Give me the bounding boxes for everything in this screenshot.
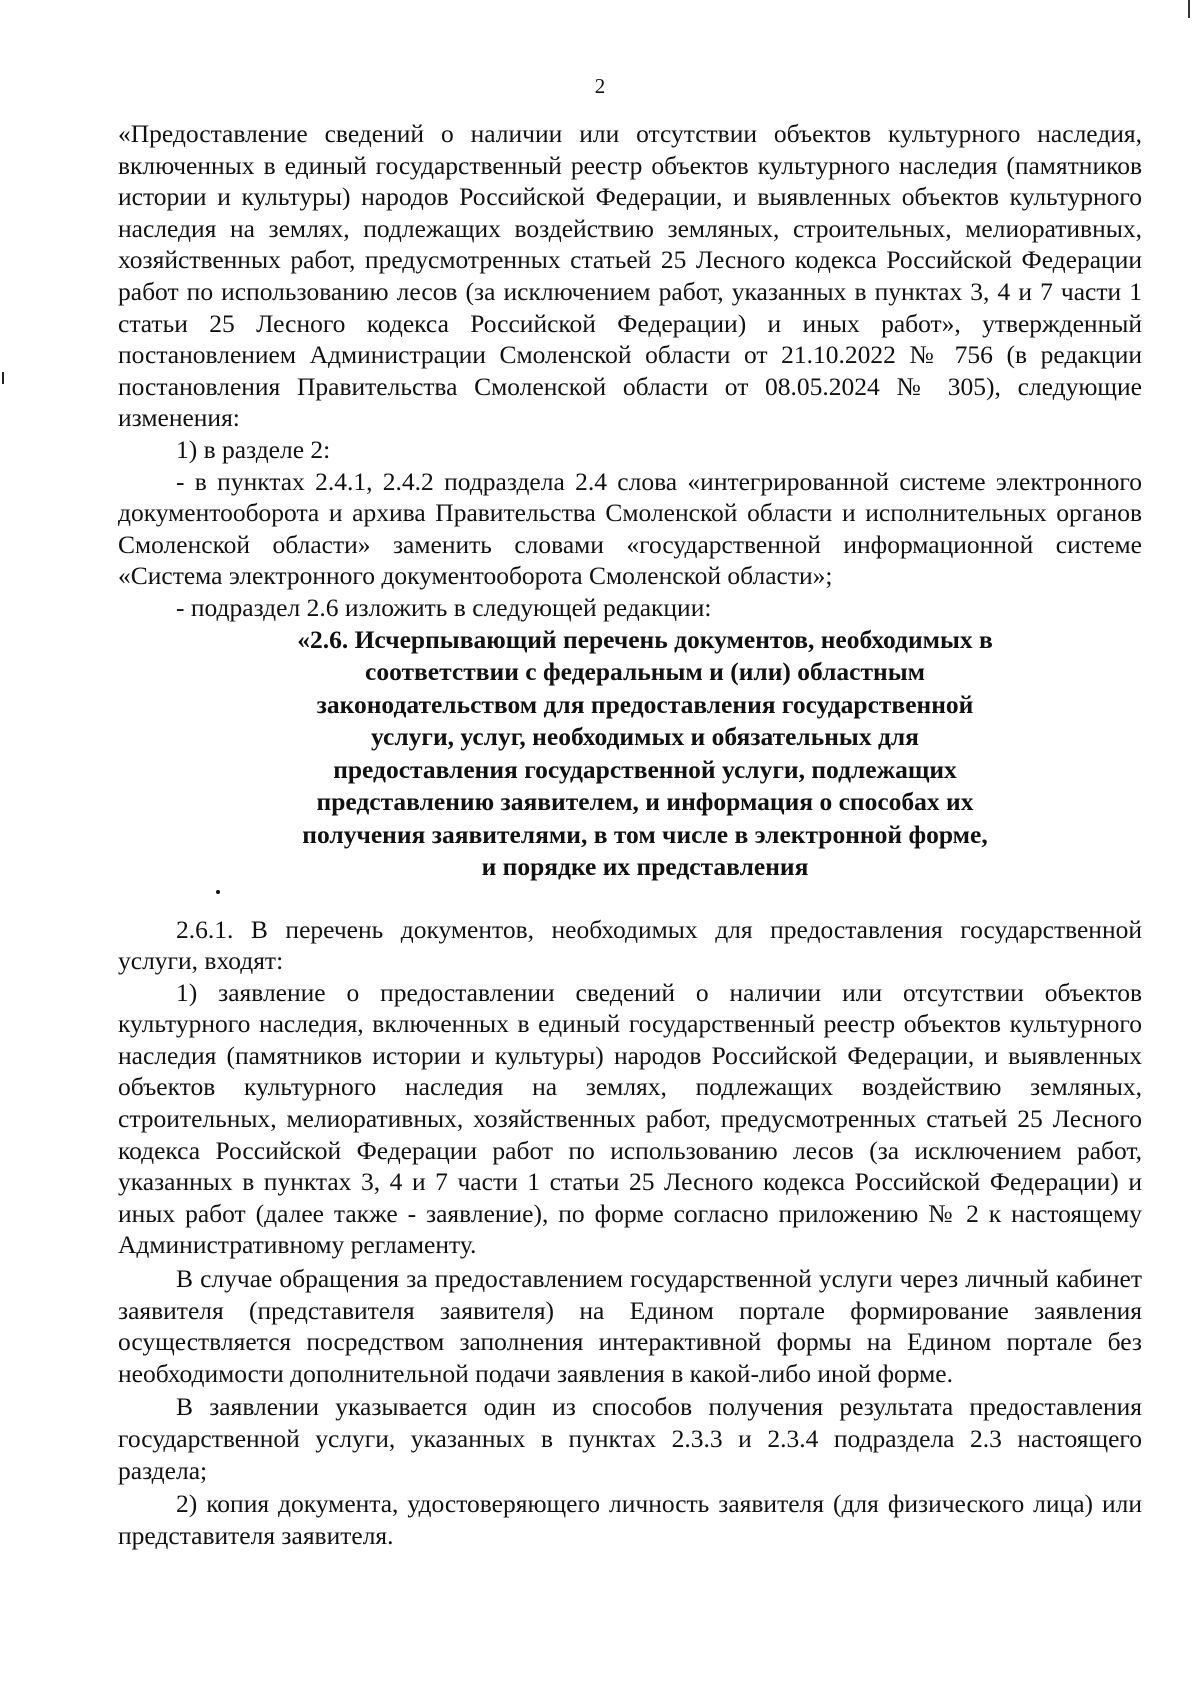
- document-body: [118, 118, 1142, 1551]
- item-1: 1) в разделе 2:: [176, 434, 331, 464]
- section-heading: «2.6. Исчерпывающий перечень документов, необходимых в соответствии с федеральным и (или) областным законодательством для предоставления государственной услуги, услуг, необходимых и обязательных для предоставления государственной услуги, подлежащих представлению заявителем, и информация о способах их получения заявителями, в том числе в электронной форме, и порядке их представления: [297, 624, 993, 881]
- scan-dot: [118, 884, 1142, 914]
- portal-paragraph: В случае обращения за предоставлением государственной услуги через личный кабинет заявителя (представителя заявителя) на Едином портале формирование заявления осуществляется посредством заполнения интерактивной формы на Едином портале без необходимости дополнительной подачи заявления в какой-либо иной форме.: [118, 1264, 1142, 1388]
- page-number: 2: [594, 74, 606, 98]
- change-2: - подраздел 2.6 изложить в следующей редакции:: [176, 592, 712, 622]
- result-paragraph: В заявлении указывается один из способов получения результата предоставления государственной услуги, указанных в пунктах 2.3.3 и 2.3.4 подраздела 2.3 настоящего раздела;: [118, 1392, 1142, 1485]
- paragraph-2-6-1: 2.6.1. В перечень документов, необходимых для предоставления государственной услуги, входят:: [118, 914, 1142, 976]
- scan-edge-mark: [1188, 0, 1190, 18]
- document-item-2: 2) копия документа, удостоверяющего личность заявителя (для физического лица) или представителя заявителя.: [118, 1489, 1142, 1550]
- change-1: - в пунктах 2.4.1, 2.4.2 подраздела 2.4 слова «интегрированной системе электронного документооборота и архива Правительства Смоленской области и исполнительных органов Смоленской области» заменить словами «государственной информационной системе «Система электронного документооборота Смоленской области»;: [118, 466, 1142, 591]
- intro-paragraph: «Предоставление сведений о наличии или отсутствии объектов культурного наследия, включенных в единый государственный реестр объектов культурного наследия (памятников истории и культуры) народов Российской Федерации, и выявленных объектов культурного наследия на землях, подлежащих воздействию земляных, строительных, мелиоративных, хозяйственных работ, предусмотренных статьей 25 Лесного кодекса Российской Федерации работ по использованию лесов (за исключением работ, указанных в пунктах 3, 4 и 7 части 1 статьи 25 Лесного кодекса Российской Федерации) и иных работ», утвержденный постановлением Администрации Смоленской области от 21.10.2022 № 756 (в редакции постановления Правительства Смоленской области от 08.05.2024 № 305), следующие изменения:: [118, 119, 1142, 433]
- scan-edge-mark: [2, 372, 4, 384]
- document-item-1: 1) заявление о предоставлении сведений о наличии или отсутствии объектов культурного наследия, включенных в единый государственный реестр объектов культурного наследия (памятников истории и культуры) народов Российской Федерации, и выявленных объектов культурного наследия на землях, подлежащих воздействию земляных, строительных, мелиоративных, хозяйственных работ, предусмотренных статьей 25 Лесного кодекса Российской Федерации работ по использованию лесов (за исключением работ, указанных в пунктах 3, 4 и 7 части 1 статьи 25 Лесного кодекса Российской Федерации) и иных работ (далее также - заявление), по форме согласно приложению № 2 к настоящему Административному регламенту.: [118, 977, 1142, 1260]
